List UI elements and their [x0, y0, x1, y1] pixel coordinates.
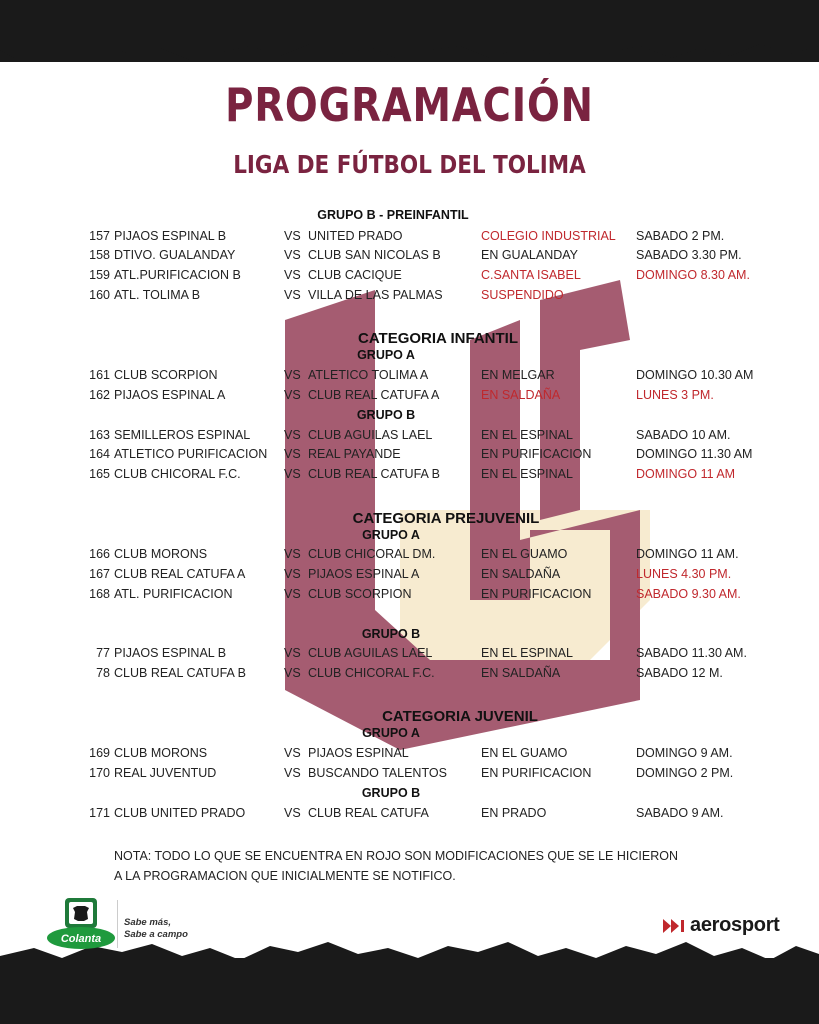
section-label: GRUPO B: [361, 786, 421, 800]
slogan-line: Sabe a campo: [124, 929, 188, 940]
vs-label: VS: [284, 388, 301, 402]
home-team: CLUB REAL CATUFA B: [114, 666, 246, 680]
home-team: CLUB MORONS: [114, 547, 208, 561]
home-team: DTIVO. GUALANDAY: [114, 248, 236, 262]
home-team: PIJAOS ESPINAL A: [114, 388, 226, 402]
match-row: [0, 766, 819, 786]
colanta-slogan: [124, 917, 188, 941]
away-team: CLUB REAL CATUFA B: [308, 467, 440, 481]
match-row: [0, 268, 819, 288]
home-team: CLUB REAL CATUFA A: [114, 567, 246, 581]
vs-label: VS: [284, 547, 301, 561]
vs-label: VS: [284, 567, 301, 581]
match-row: [0, 806, 819, 826]
home-team: CLUB UNITED PRADO: [114, 806, 246, 820]
home-team: CLUB SCORPION: [114, 368, 218, 382]
home-team: ATL.PURIFICACION B: [114, 268, 241, 282]
home-team: REAL JUVENTUD: [114, 766, 217, 780]
slogan-line: Sabe más,: [124, 917, 171, 928]
venue: EN EL GUAMO: [481, 746, 568, 760]
home-team: SEMILLEROS ESPINAL: [114, 428, 251, 442]
match-time: DOMINGO 11 AM: [636, 467, 736, 481]
page-subtitle: LIGA DE FÚTBOL DEL TOLIMA: [233, 150, 586, 179]
vs-label: VS: [284, 666, 301, 680]
page-title: PROGRAMACIÓN: [225, 78, 594, 132]
section-label: CATEGORIA JUVENIL: [382, 708, 538, 725]
away-team: CLUB SAN NICOLAS B: [308, 248, 441, 262]
section-label: CATEGORIA PREJUVENIL: [352, 510, 540, 527]
match-number: 170: [89, 766, 110, 780]
match-number: 157: [89, 229, 110, 243]
match-time: DOMINGO 2 PM.: [636, 766, 734, 780]
match-row: [0, 547, 819, 567]
match-row: [0, 368, 819, 388]
match-row: [0, 388, 819, 408]
vs-label: VS: [284, 229, 301, 243]
match-time: SABADO 11.30 AM.: [636, 646, 747, 660]
match-time: LUNES 3 PM.: [636, 388, 714, 402]
match-number: 158: [89, 248, 110, 262]
home-team: PIJAOS ESPINAL B: [114, 229, 227, 243]
match-row: [0, 248, 819, 268]
home-team: PIJAOS ESPINAL B: [114, 646, 227, 660]
venue: EN SALDAÑA: [481, 567, 561, 581]
section-label: GRUPO A: [357, 348, 415, 362]
section-label: GRUPO B: [361, 627, 421, 641]
home-team: ATL. TOLIMA B: [114, 288, 201, 302]
venue: EN PURIFICACION: [481, 447, 592, 461]
venue: COLEGIO INDUSTRIAL: [481, 229, 616, 243]
match-time: LUNES 4.30 PM.: [636, 567, 732, 581]
away-team: VILLA DE LAS PALMAS: [308, 288, 443, 302]
match-number: 162: [89, 388, 110, 402]
match-number: 161: [89, 368, 110, 382]
away-team: ATLETICO TOLIMA A: [308, 368, 429, 382]
note: [114, 846, 714, 886]
match-number: 165: [89, 467, 110, 481]
home-team: ATL. PURIFICACION: [114, 587, 233, 601]
match-row: [0, 567, 819, 587]
torn-paper-top: [0, 0, 819, 62]
away-team: BUSCANDO TALENTOS: [308, 766, 447, 780]
section-label: GRUPO B - PREINFANTIL: [317, 208, 469, 222]
away-team: CLUB CHICORAL DM.: [308, 547, 436, 561]
vs-label: VS: [284, 646, 301, 660]
match-row: [0, 288, 819, 308]
venue: EN SALDAÑA: [481, 388, 561, 402]
vs-label: VS: [284, 447, 301, 461]
away-team: PIJAOS ESPINAL A: [308, 567, 420, 581]
match-row: [0, 467, 819, 487]
match-time: SABADO 10 AM.: [636, 428, 731, 442]
match-number: 166: [89, 547, 110, 561]
match-row: [0, 428, 819, 448]
match-number: 77: [96, 646, 110, 660]
section-label: GRUPO A: [362, 528, 420, 542]
match-time: SABADO 9 AM.: [636, 806, 724, 820]
away-team: REAL PAYANDE: [308, 447, 401, 461]
match-number: 160: [89, 288, 110, 302]
match-time: DOMINGO 8.30 AM.: [636, 268, 750, 282]
vs-label: VS: [284, 806, 301, 820]
venue: EN EL ESPINAL: [481, 467, 573, 481]
vs-label: VS: [284, 268, 301, 282]
section-label: GRUPO B: [356, 408, 416, 422]
torn-paper-bottom: [0, 958, 819, 1024]
away-team: CLUB AGUILAS LAEL: [308, 428, 433, 442]
venue: SUSPENDIDO: [481, 288, 564, 302]
match-row: [0, 746, 819, 766]
match-number: 159: [89, 268, 110, 282]
match-time: DOMINGO 9 AM.: [636, 746, 733, 760]
match-number: 78: [96, 666, 110, 680]
aerosport-name: aerosport: [690, 914, 780, 936]
match-row: [0, 666, 819, 686]
section-label: CATEGORIA INFANTIL: [358, 330, 518, 347]
note-line: A LA PROGRAMACION QUE INICIALMENTE SE NOTIFICO.: [114, 869, 456, 883]
vs-label: VS: [284, 746, 301, 760]
venue: EN PURIFICACION: [481, 587, 592, 601]
colanta-logo: [46, 898, 116, 950]
venue: EN MELGAR: [481, 368, 555, 382]
match-number: 163: [89, 428, 110, 442]
match-time: DOMINGO 11 AM.: [636, 547, 739, 561]
vs-label: VS: [284, 288, 301, 302]
away-team: CLUB CACIQUE: [308, 268, 402, 282]
away-team: CLUB SCORPION: [308, 587, 412, 601]
match-number: 168: [89, 587, 110, 601]
match-time: SABADO 12 M.: [636, 666, 723, 680]
venue: EN PURIFICACION: [481, 766, 592, 780]
vs-label: VS: [284, 248, 301, 262]
vs-label: VS: [284, 368, 301, 382]
note-line: NOTA: TODO LO QUE SE ENCUENTRA EN ROJO SON MODIFICACIONES QUE SE LE HICIERON: [114, 849, 678, 863]
home-team: ATLETICO PURIFICACION: [114, 447, 268, 461]
venue: EN PRADO: [481, 806, 547, 820]
away-team: CLUB AGUILAS LAEL: [308, 646, 433, 660]
match-time: SABADO 2 PM.: [636, 229, 725, 243]
away-team: CLUB REAL CATUFA: [308, 806, 429, 820]
match-row: [0, 447, 819, 467]
venue: C.SANTA ISABEL: [481, 268, 581, 282]
vs-label: VS: [284, 766, 301, 780]
venue: EN EL GUAMO: [481, 547, 568, 561]
home-team: CLUB CHICORAL F.C.: [114, 467, 241, 481]
venue: EN GUALANDAY: [481, 248, 579, 262]
match-row: [0, 587, 819, 607]
match-number: 164: [89, 447, 110, 461]
match-time: SABADO 3.30 PM.: [636, 248, 742, 262]
match-time: DOMINGO 11.30 AM: [636, 447, 753, 461]
vs-label: VS: [284, 587, 301, 601]
away-team: CLUB CHICORAL F.C.: [308, 666, 435, 680]
match-row: [0, 229, 819, 249]
venue: EN EL ESPINAL: [481, 428, 573, 442]
vs-label: VS: [284, 467, 301, 481]
match-time: DOMINGO 10.30 AM: [636, 368, 754, 382]
away-team: CLUB REAL CATUFA A: [308, 388, 440, 402]
section-label: GRUPO A: [362, 726, 420, 740]
match-time: SABADO 9.30 AM.: [636, 587, 741, 601]
venue: EN SALDAÑA: [481, 666, 561, 680]
away-team: PIJAOS ESPINAL: [308, 746, 409, 760]
colanta-name: Colanta: [60, 933, 102, 945]
home-team: CLUB MORONS: [114, 746, 208, 760]
venue: EN EL ESPINAL: [481, 646, 573, 660]
fast-forward-icon: [663, 919, 689, 933]
sponsor-divider: [117, 900, 118, 948]
vs-label: VS: [284, 428, 301, 442]
match-number: 169: [89, 746, 110, 760]
match-row: [0, 646, 819, 666]
away-team: UNITED PRADO: [308, 229, 403, 243]
match-number: 171: [89, 806, 110, 820]
match-number: 167: [89, 567, 110, 581]
